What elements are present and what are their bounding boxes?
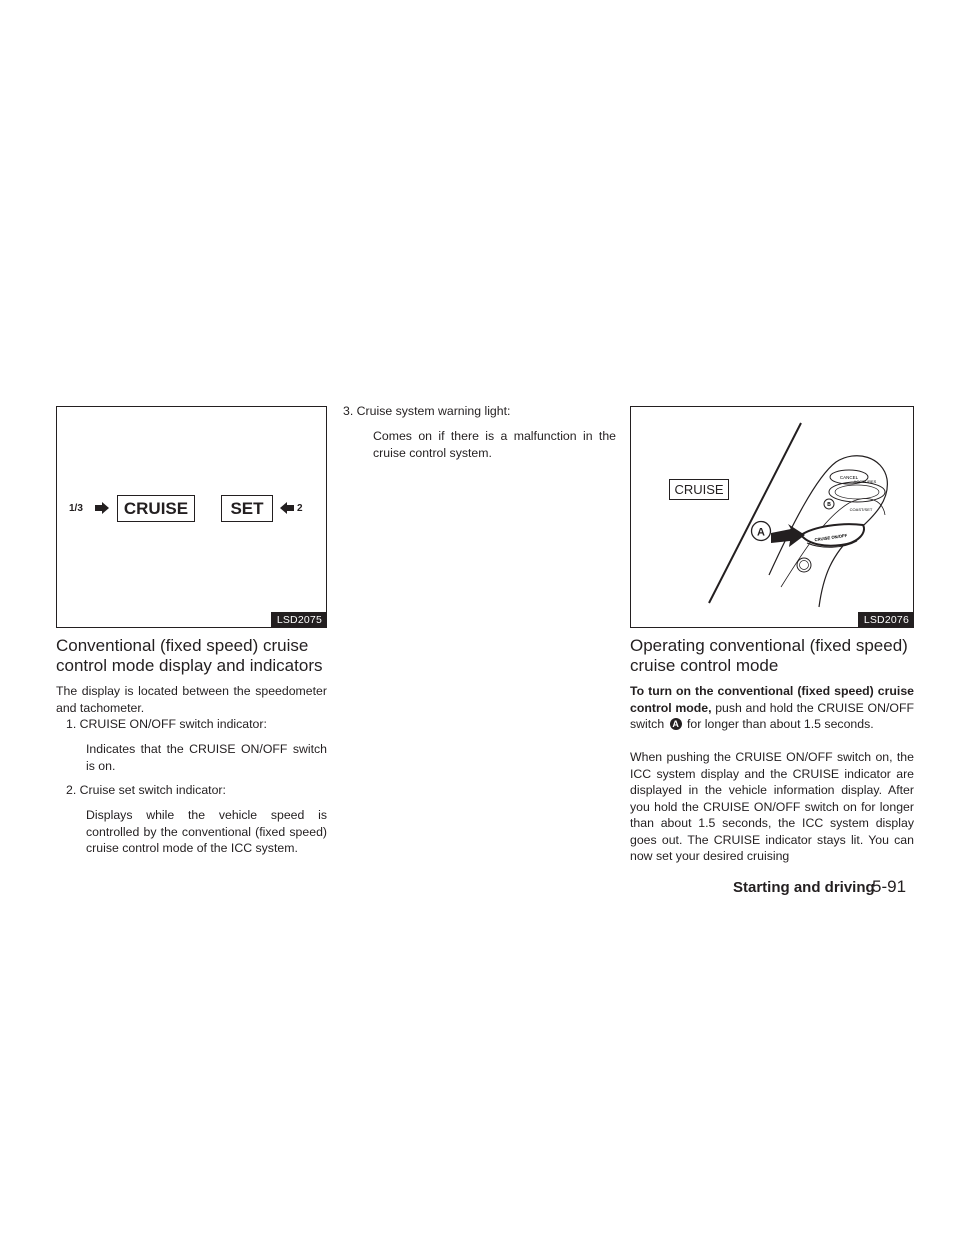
arrow-left-icon [280, 502, 294, 514]
figure-label-1-3: 1/3 [69, 503, 83, 514]
cruise-indicator-text: CRUISE [123, 498, 189, 518]
heading-line: Conventional (fixed speed) cruise [56, 636, 309, 655]
set-indicator-box [221, 495, 273, 522]
section-heading [630, 636, 920, 676]
heading-line: cruise control mode [630, 656, 779, 675]
heading-line: Operating conventional (fixed speed) [630, 636, 908, 655]
cruise-display-text: CRUISE [674, 482, 724, 497]
turn-on-text-end: for longer than about 1.5 seconds. [687, 717, 874, 731]
figure-code: LSD2076 [858, 612, 913, 627]
list-item-desc: Comes on if there is a malfunction in the cruise control system. [373, 429, 616, 460]
list-item-title: 1. CRUISE ON/OFF switch indicator: [66, 717, 267, 731]
set-indicator-text: SET [230, 498, 264, 518]
callout-a: A [757, 526, 765, 539]
cruise-indicator-box [117, 495, 195, 522]
turn-on-text: push and hold the CRUISE ON/OFF switch [630, 700, 914, 731]
accel-label: ACCEL/RES [853, 479, 877, 484]
coast-label: COAST/SET [849, 507, 873, 512]
list-item-desc: Indicates that the CRUISE ON/OFF switch is on. [86, 742, 327, 773]
steering-switch-illustration [631, 407, 915, 629]
operation-paragraph: When pushing the CRUISE ON/OFF switch on, the ICC system display and the CRUISE indicator are displayed in the vehicle information display. After you hold the CRUISE ON/OFF switch on for longer than about 1.5 seconds, the ICC system display goes out. The CRUISE indicator stays lit. You can now set your desired cruising [630, 750, 914, 863]
figure-code: LSD2075 [271, 612, 326, 627]
page-number: 5-91 [872, 877, 907, 896]
figure-cruise-switch [630, 406, 914, 628]
onoff-label: CRUISE ON/OFF [814, 532, 848, 543]
svg-text:B: B [827, 502, 831, 508]
list-item-title: 3. Cruise system warning light: [343, 404, 511, 418]
turn-on-paragraph [630, 683, 914, 733]
cancel-label: CANCEL [839, 475, 859, 480]
cruise-display-box [669, 479, 729, 500]
list-item-desc: Displays while the vehicle speed is controlled by the conventional (fixed speed) cruise control mode of the ICC system. [86, 808, 327, 855]
turn-on-lead: To turn on the conventional (fixed speed) cruise control mode, [630, 684, 914, 715]
arrow-right-icon [95, 502, 109, 514]
section-heading [56, 636, 336, 676]
footer-section-title: Starting and driving [733, 879, 875, 896]
heading-line: control mode display and indicators [56, 656, 323, 675]
figure-cruise-display [56, 406, 327, 628]
callout-a-marker: A [670, 718, 682, 730]
list-item-title: 2. Cruise set switch indicator: [66, 783, 226, 797]
figure-label-2: 2 [297, 503, 303, 514]
intro-paragraph: The display is located between the speedometer and tachometer. [56, 684, 327, 715]
